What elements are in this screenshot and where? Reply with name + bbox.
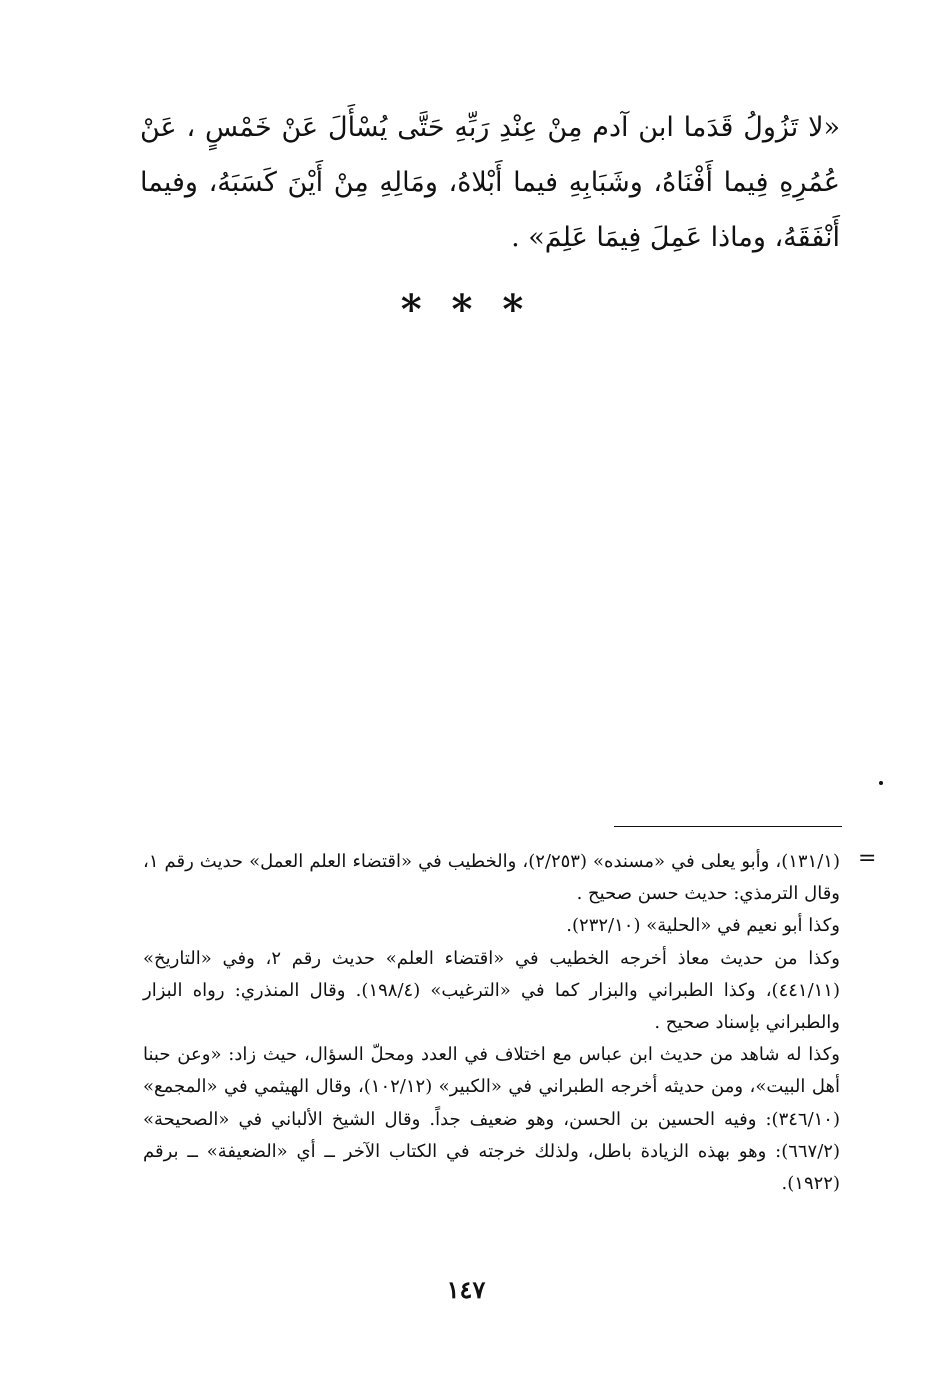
footnote-divider — [614, 826, 842, 827]
section-separator: * * * — [400, 286, 532, 333]
footnote-paragraph: وكذا من حديث معاذ أخرجه الخطيب في «اقتضاء العلم» حديث رقم ٢، وفي «التاريخ» (٤٤١/١١)، وكذا الطبراني والبزار كما في «الترغيب» (١٩٨/٤). وقال المنذري: رواه البزار والطبراني بإسناد صحيح . — [143, 947, 840, 1034]
footnote-continuation-mark: = — [858, 846, 877, 871]
footnote-paragraph: وكذا له شاهد من حديث ابن عباس مع اختلاف في العدد ومحلّ السؤال، حيث زاد: «وعن حبنا أهل البيت»، ومن حديثه أخرجه الطبراني في «الكبير» (١٠٢/١٢)، وقال الهيثمي في «المجمع» (٣٤٦/١٠): وفيه الحسين بن الحسن، وهو ضعيف جداً. وقال الشيخ الألباني في «الصحيحة» (٦٦٧/٢): وهو بهذه الزيادة باطل، ولذلك خرجته في الكتاب الآخر ــ أي «الضعيفة» ــ برقم (١٩٢٢). — [143, 1044, 840, 1195]
footnote-paragraph: وكذا أبو نعيم في «الحلية» (٢٣٢/١٠). — [566, 915, 840, 937]
ink-speck — [879, 781, 883, 785]
page-number: ١٤٧ — [446, 1275, 486, 1304]
main-text — [140, 100, 840, 265]
footnote-paragraph: (١٣١/١)، وأبو يعلى في «مسنده» (٢/٢٥٣)، والخطيب في «اقتضاء العلم العمل» حديث رقم ١، وقال الترمذي: حديث حسن صحيح . — [143, 851, 840, 905]
hadith-paragraph: «لا تَزُولُ قَدَما ابن آدم مِنْ عِنْدِ رَبِّهِ حَتَّى يُسْأَلَ عَنْ خَمْسٍ ، عَنْ عُمُرِهِ فِيما أَفْنَاهُ، وشَبَابِهِ فيما أَبْلاهُ، ومَالِهِ مِنْ أَيْنَ كَسَبَهُ، وفيما أَنْفَقَهُ، وماذا عَمِلَ فِيمَا عَلِمَ» . — [140, 112, 840, 253]
footnotes — [143, 846, 840, 1200]
